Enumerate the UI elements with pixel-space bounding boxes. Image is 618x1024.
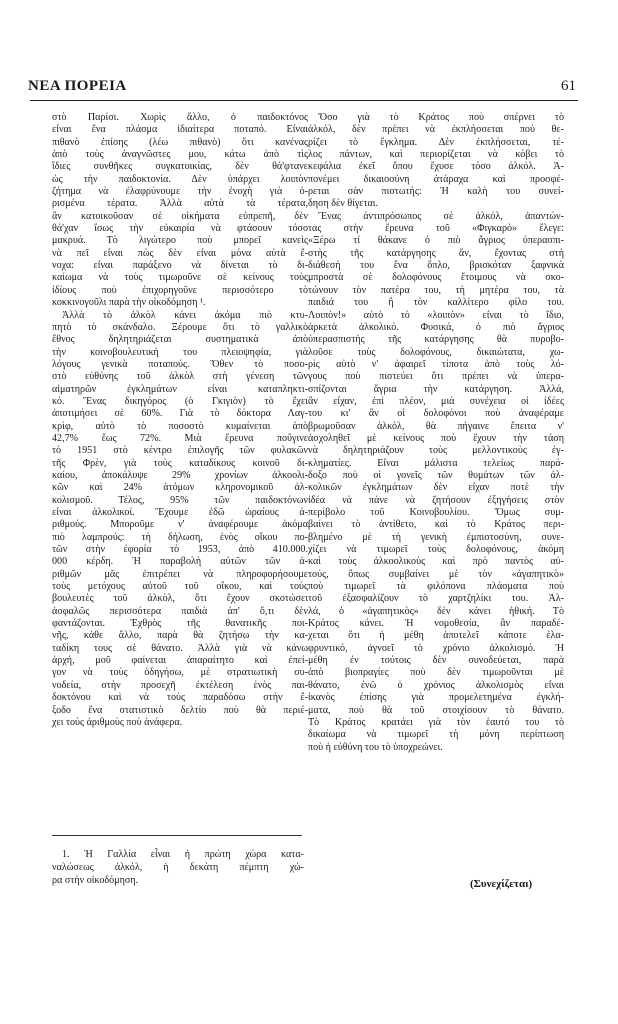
text-line: λοῦσε τοὺς δολοφόνους, δικαιώτατα, χω- <box>308 346 564 358</box>
footnote-separator <box>52 835 302 836</box>
text-line: δηση δὲν θίγεται. <box>308 198 379 210</box>
text-line: ριθμούς. Μποροῦμε ν' ἀναφέρουμε ἀκόμα <box>52 519 308 531</box>
text-line: λόγους γενικὰ ποταπούς. Ὅθεν τὸ ποσο- <box>52 358 308 370</box>
text-line: «Ξέρω τί θάκανε ὁ πιὸ ἄγριος ὑπερασπι- <box>308 235 564 247</box>
text-line: 000 κέρδη. Ἡ παραβολὴ αὐτῶν τῶν ἀ- <box>52 556 308 568</box>
text-line: μέθη ἐν τούτοις δὲν συνοδεύεται, παρὰ <box>308 655 564 667</box>
text-line: ρεται σὰν πιστωτής: Ἡ καλὴ του συνεί- <box>308 186 564 198</box>
text-line: θάνατο, ἐνῶ ὁ χρόνιος ἀλκολισμὸς εἶναι <box>308 679 564 691</box>
text-line: τὴν κοινοβουλευτικὴ του πλειοψηφία, γιὰ <box>52 346 308 358</box>
text-line: στὴς τῆς κατάργησης ἄν, ἔχοντας στὴ <box>308 247 564 259</box>
text-line: ἂν κατοικοῦσαν σὲ οἰκήματα εὐπρεπῆ, δὲν <box>52 210 308 222</box>
text-line: χει τοὺς ἀριθμοὺς ποὺ ἀνάφερα. <box>52 716 183 728</box>
text-line: ἀσφαλῶς περισσότερα παιδιὰ ἀπ' ὅ,τι δὲν <box>52 605 308 617</box>
text-line: Ἕνας ἀντιπρόσωπος σὲ ἀλκόλ, ἀπαντών- <box>318 210 564 222</box>
text-line: δοκτόνου καὶ νὰ τοὺς παραδόσω στὴν ἔ- <box>52 692 308 704</box>
text-line: διάθεσή του ἕνα ὅπλο, βρισκόταν ξαφνικὰ <box>308 260 564 272</box>
text-line: τούς, ὅπως συμβαίνει μὲ τὸν «ἀγαπητικὸ» <box>308 568 564 580</box>
text-line: ρὶς αὐτὸ ν' ἀφαιρεῖ τίποτα ἀπὸ τοὺς λό- <box>308 358 564 370</box>
text-line: λά, ὁ «ἀγαπητικὸς» δὲν κάνει ἠθική. Τὸ <box>308 605 564 617</box>
text-line: γους ποὺ πιστεύει ὅτι πρέπει νὰ ὑπερα- <box>308 371 564 383</box>
page-number: 61 <box>561 78 576 94</box>
text-line: ὡς τὴν παιδοκτονία. Δὲν ὑπάρχει λοιπὸν <box>52 173 308 185</box>
text-line: κρὶφ, αὐτὸ τὸ ποσοστὸ κυμαίνεται ἀπὸ <box>52 420 308 432</box>
text-line: στὸ εὐθύνης τοῦ ἀλκὸλ στὴ γένεση τῶν <box>52 371 308 383</box>
text-line: βλημένο μὲ τὴ γενικὴ ἐμπιστοσύνη, συνε- <box>308 531 564 543</box>
header-rule <box>30 100 578 101</box>
left-column <box>52 112 308 729</box>
text-line: θά'χαν ἴσως τὴν εὐκαιρία νὰ φτάσουν τόσο <box>52 223 308 235</box>
text-line: ρίζει τὸ ἔγκλημα. Δὲν ἐκπλήσσεται, τέ- <box>308 136 564 148</box>
text-line: περίβολο τοῦ Κοινοβουλίου. Ὅμως συμ- <box>308 507 564 518</box>
text-line: κεφάλια ἐκεῖ ὅπου ἔχυσε τόσο ἀλκόλ. Ἀ- <box>308 161 564 173</box>
footnote-line: ρα στὴν οἰκοδόμηση. <box>52 875 139 886</box>
text-line: εἶναι ἀλκολικοί. Ἔχουμε ἐδῶ ὡραίους ἀ- <box>52 507 308 518</box>
text-line: πονέμει δικαιοσύνη ἀτάραχα καὶ προσφέ- <box>308 173 564 185</box>
text-line: στὸ Παρίσι. Χωρὶς ἄλλο, ὁ παιδοκτόνος <box>52 112 308 123</box>
text-line: ἴδιες συνθῆκες συγκατοικίας, δὲν θά'φτανε <box>52 161 308 173</box>
text-line: ἰδέα νὰ πάνε νὰ ζητήσουν ἐξηγήσεις στὸν <box>308 494 564 506</box>
text-line: νῆς, κάθε ἄλλο, παρὰ θὰ ζητήσω τὴν κα- <box>52 630 308 642</box>
text-line: δοξο ποὺ οἱ γονεῖς τῶν θυμάτων τῶν ἀλ- <box>308 469 564 481</box>
text-line: ριθμῶν μᾶς ἐπιτρέπει νὰ πληροφορήσουμε <box>52 568 308 580</box>
text-line: ἔθνος δηλητηριάζεται συστηματικὰ ἀπὸ <box>52 334 308 346</box>
text-line: καίου, ἀποκάλυψε 29% χρονίων ἀλκοολι- <box>52 469 308 481</box>
journal-title: ΝΕΑ ΠΟΡΕΙΑ <box>28 78 127 94</box>
footnote <box>52 848 304 887</box>
text-line: πιὸ λαμπρούς: τὴ δήλωση, ἑνὸς οἴκου πο- <box>52 531 308 543</box>
text-line: νὰ δηλητηριάζουν τοὺς μελλοντικοὺς ἐγ- <box>308 445 564 457</box>
text-line: Τὸ Κράτος κρατάει γιὰ τὸν ἑαυτό του τὸ <box>308 716 564 728</box>
text-line: ταδίκη τους σὲ θάνατο. Ἀλλὰ γιὰ νὰ κάνω <box>52 642 308 654</box>
text-line: κοκκινογοῦλι παρὰ τὴν οἰκοδόμηση ¹. <box>52 297 206 309</box>
text-line: ξοδο ἕνα στατιστικὸ δελτίο ποὺ θὰ περιέ- <box>52 704 308 716</box>
text-line: βαίνει τὸ ἀντίθετο, καὶ τὸ Κράτος περι- <box>308 519 564 531</box>
text-line: ὑπερασπιστὴς τῆς κατάργησης θὰ πυροβο- <box>308 334 564 346</box>
text-line: ποὺ τιμωρεῖ τὰ φιλόπονα πλάσματα ποὺ <box>308 581 564 593</box>
text-line: μακρυά. Τὸ λιγώτερο ποὺ μπορεῖ κανεὶς <box>52 235 308 247</box>
text-line: νοχα: εἶναι παράξενο νὰ δίνεται τὸ δι- <box>52 260 308 272</box>
text-line: κολισμοῦ. Τέλος, 95% τῶν παιδοκτόνων <box>52 494 308 506</box>
text-line: τὸ 1951 στὸ κέντρο ἐπιλογῆς τῶν φυλακῶν <box>52 445 308 457</box>
text-line: τοῦ ἐξασφαλίζουν τὸ χαρτζηλίκι του. Ἀλ- <box>308 593 564 605</box>
text-line: κολικῶν ἐγκλημάτων δὲν εἶχαν ποτὲ τὴν <box>308 482 564 494</box>
text-line: φρυντικό, ἀγνοεῖ τὸ χρόνιο ἀλκολισμό. Ἡ <box>308 642 564 654</box>
text-line: καίωμα νὰ τοὺς τιμωροῦνε σὲ κείνους τοὺς <box>52 272 308 284</box>
footnote-line: 1. Ἡ Γαλλία εἶναι ἡ πρώτη χώρα κατα- <box>62 849 304 860</box>
text-line: του κι' ἂν οἱ δολοφόνοι ποὺ ἀναφέραμε <box>308 408 564 420</box>
text-line: αἱματηρῶν ἐγκλημάτων εἶναι καταπληκτι- <box>52 383 308 395</box>
text-line: γον νὰ τοὺς ὁδηγήσω, μὲ στρατιωτικὴ συ- <box>52 667 308 679</box>
continued-note: (Συνεχίζεται) <box>470 878 533 890</box>
text-line: τας στὴν ἔρευνα τοῦ «Φιγκαρὸ» ἔλεγε: <box>308 223 564 235</box>
text-line: σπίζονται ἄγρια τὴν κατάργηση. Ἀλλά, <box>308 383 564 395</box>
running-header <box>28 78 576 100</box>
text-line: τοὺς μετόχους αὐτοῦ τοῦ οἴκου, καὶ τοὺς <box>52 581 308 593</box>
text-line: χίζει νὰ τιμωρεῖ τοὺς δολοφόνους, ἀκόμη <box>308 544 564 556</box>
text-line: ζήτημα νὰ ἐλαφρύνουμε τὴν ἐνοχὴ γιὰ ὁ- <box>52 186 308 198</box>
text-line: καὶ τοὺς ἀλκοολικοὺς καὶ πρὸ παντὸς αὐ- <box>308 556 564 568</box>
text-line: ἂν εἶχαν, ἐπὶ πλέον, μιὰ συνέχεια οἱ ἰδέες <box>308 395 564 407</box>
text-line: ματα, ποὺ θὰ τοῦ στοιχίσουν τὸ θάνατο. <box>308 704 564 716</box>
text-line: ἀπὸ τοὺς ἀναγνῶστες μου, κάτω ἀπὸ τὶς <box>52 149 308 161</box>
text-line: κό. Ἕνας δικηγόρος (ὁ Γκιγιὸν) τὸ ἔχει <box>52 395 308 407</box>
text-line: πητὸ τὸ σκάνδαλο. Ξέρουμε ὅτι τὸ γαλλικὸ <box>52 321 308 333</box>
footnote-line: ναλώσεως ἀλκόλ, ἡ δεκάτη πέμπτη χώ- <box>52 862 304 873</box>
text-line: βρωμοῦσαν ἀλκόλ, θὰ πήγαινε ἔπειτα ν' <box>308 420 564 432</box>
text-line: ποὺ ἡ εὐθύνη του τὸ ὑποχρεώνει. <box>308 741 443 753</box>
text-line: Λοιπὸν!» αὐτὸ τὸ «λοιπὸν» εἶναι τὸ ἴδιο, <box>308 309 564 321</box>
text-line: 42,7% ἕως 72%. Μιὰ ἔρευνα ποὔγινε <box>52 432 308 444</box>
text-line: παιδιά του ἢ τὸν καλλίτερο φίλο του. <box>308 297 564 309</box>
text-line: ἱκανὸς ἐπίσης γιὰ προμελετημένα ἐγκλή- <box>308 692 564 704</box>
text-line: ἀρκετὰ ἀλκολικό. Φυσικά, ὁ πιὸ ἄγριος <box>308 321 564 333</box>
text-line: ἀλκόλ, δὲν πρέπει νὰ ἐκπλήσσεται ποὺ θε- <box>308 124 564 136</box>
text-line: κληματίες. Εἶναι μάλιστα τελείως παρά- <box>308 457 564 469</box>
text-line: ἰδίους ποὺ ἐπιχορηγοῦνε περισσότερο τὸ <box>52 284 308 296</box>
text-line: ἀρχή, μοῦ φαίνεται ἀπαραίτητο καὶ ἐπεί- <box>52 655 308 667</box>
text-line: πιθανὸ ἐπίσης (λέω πιθανὸ) ὅτι κανένας <box>52 136 308 148</box>
text-line: Ἀλλὰ τὸ ἀλκὸλ κάνει ἀκόμα πιὸ κτυ- <box>62 309 308 321</box>
text-line: νὰ πεῖ εἶναι πὼς δὲν εἶναι μόνα αὐτὰ ἔ- <box>52 247 308 259</box>
text-line: ρισμένα τέρατα. Ἀλλὰ αὐτὰ τὰ τέρατα, <box>52 198 308 210</box>
text-line: χεται ὅτι ἡ μέθη ἀποτελεῖ κάποτε ἐλα- <box>308 630 564 642</box>
text-line: μπροστὰ σὲ δολοφόνους ἕτοιμους νὰ σκο- <box>308 272 564 284</box>
text-line: ἀπὸ βιοπραγίες ποὺ δὲν τιμωροῦνται μὲ <box>308 667 564 679</box>
text-line: Ὅσο γιὰ τὸ Κράτος ποὺ σπέρνει τὸ <box>318 112 564 123</box>
text-line: εἶναι ἕνα πλάσμα ἰδιαίτερα ποταπό. Εἶναι <box>52 124 308 136</box>
text-line: Κράτος κάνει. Ἡ νομοθεσία, ἂν παραδέ- <box>308 618 564 630</box>
text-line: νοδεία, στὴν προσεχῆ ἐκτέλεση ἑνὸς παι- <box>52 679 308 691</box>
text-line: κῶν καὶ 24% ἀτόμων κληρονομικοῦ ἀλ- <box>52 482 308 494</box>
text-line: ἀσχοληθεῖ μὲ κείνους ποὺ ἔχουν τὴν τάση <box>308 432 564 444</box>
text-line: δικαίωμα νὰ τιμωρεῖ τὴ μόνη περίπτωση <box>308 729 564 741</box>
text-line: βουλευτὲς τοῦ ἀλκὸλ, ὅτι ἔχουν σκοτώσει <box>52 593 308 605</box>
right-column <box>308 112 564 754</box>
text-line: τῆς Φρὲν, γιὰ τοὺς καταδίκους κοινοῦ δι- <box>52 457 308 469</box>
text-line: λος πάντων, καὶ περιορίζεται νὰ κόβει τὸ <box>308 149 564 161</box>
text-line: φαντάζονται. Ἐχθρὸς τῆς θανατικῆς ποι- <box>52 618 308 630</box>
text-line: τώνουν τὸν πατέρα του, τὴ μητέρα του, τὰ <box>308 284 564 296</box>
text-line: ἀποτιμήσει σὲ 60%. Γιὰ τὸ δόκτορα Λαγ- <box>52 408 308 420</box>
text-line: τῶν στὴν ἐφορία τὸ 1953, ἀπὸ 410.000. <box>52 544 308 556</box>
